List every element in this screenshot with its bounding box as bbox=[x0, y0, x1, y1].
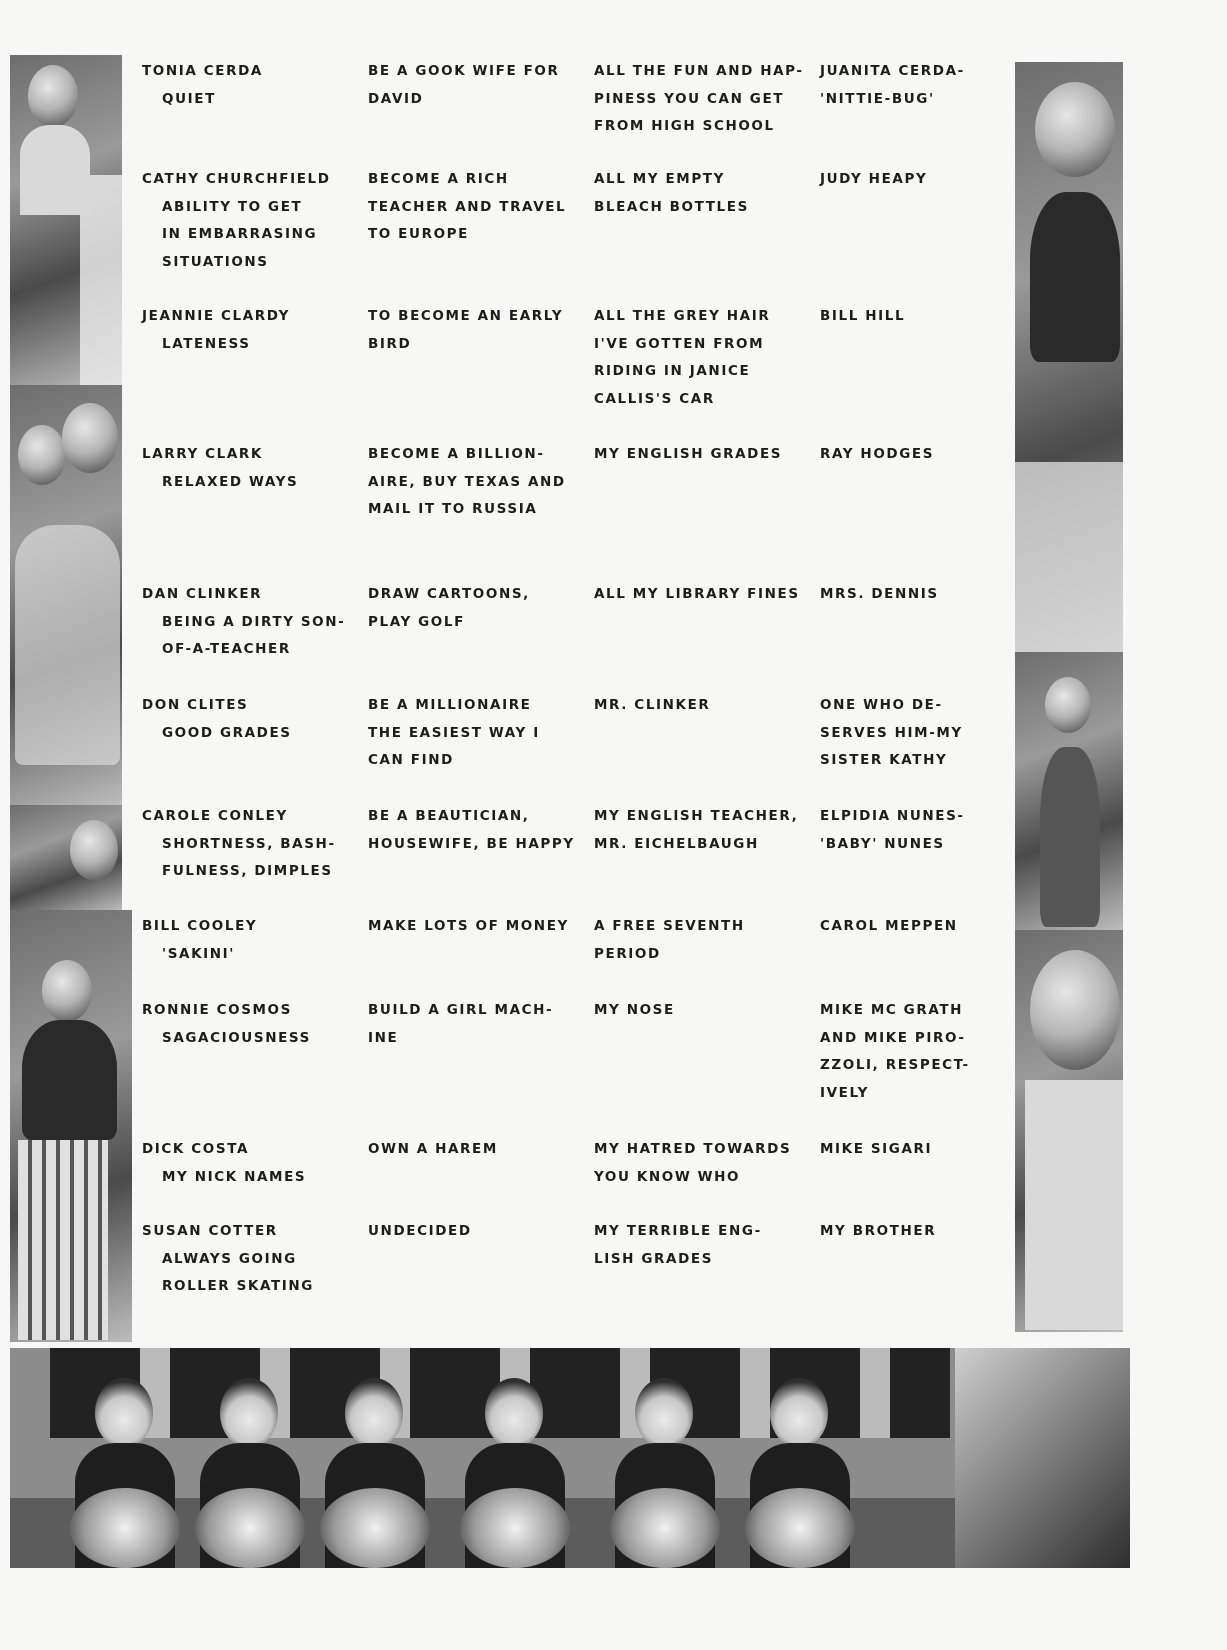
student-name-column bbox=[142, 303, 357, 358]
bequest: MR. CLINKER bbox=[594, 697, 711, 713]
student-name-column bbox=[142, 441, 357, 496]
student-name-column bbox=[142, 1218, 357, 1301]
student-trait: LATENESS bbox=[162, 335, 251, 352]
bequest: ALL THE FUN AND HAP- PINESS YOU CAN GET FROM HIGH SCHOOL bbox=[594, 63, 804, 134]
student-name: DAN CLINKER bbox=[142, 586, 263, 602]
student-trait: QUIET bbox=[162, 90, 216, 107]
bequest: MY HATRED TOWARDS YOU KNOW WHO bbox=[594, 1141, 792, 1185]
student-trait: GOOD GRADES bbox=[162, 724, 292, 741]
student-name-column bbox=[142, 166, 357, 276]
cheerleader bbox=[460, 1378, 570, 1568]
student-name: TONIA CERDA bbox=[142, 63, 263, 79]
student-name: DON CLITES bbox=[142, 697, 249, 713]
cheerleader bbox=[320, 1378, 430, 1568]
student-name-column bbox=[142, 58, 357, 113]
cheerleader bbox=[610, 1378, 720, 1568]
cheerleader bbox=[70, 1378, 180, 1568]
student-trait: SHORTNESS, BASH- FULNESS, DIMPLES bbox=[162, 835, 336, 879]
student-name-column bbox=[142, 581, 357, 664]
student-name: SUSAN COTTER bbox=[142, 1223, 278, 1239]
student-name: BILL COOLEY bbox=[142, 918, 258, 934]
student-name-column bbox=[142, 803, 357, 886]
photo-left-middle bbox=[10, 385, 122, 805]
photo-left-top bbox=[10, 55, 122, 385]
photo-right-bottom bbox=[1015, 930, 1123, 1332]
bequest: A FREE SEVENTH PERIOD bbox=[594, 918, 745, 962]
student-trait: RELAXED WAYS bbox=[162, 473, 299, 490]
ambition: UNDECIDED bbox=[368, 1223, 472, 1239]
bequest: MY ENGLISH GRADES bbox=[594, 446, 783, 462]
ambition: MAKE LOTS OF MONEY bbox=[368, 918, 569, 934]
cheerleader bbox=[195, 1378, 305, 1568]
cheerleader bbox=[745, 1378, 855, 1568]
student-name: DICK COSTA bbox=[142, 1141, 250, 1157]
student-name-column bbox=[142, 997, 357, 1052]
bequest: MY ENGLISH TEACHER, MR. EICHELBAUGH bbox=[594, 808, 799, 852]
bequest: ALL MY LIBRARY FINES bbox=[594, 586, 800, 602]
heir: MIKE MC GRATH AND MIKE PIRO- ZZOLI, RESPECT- IVELY bbox=[820, 1002, 970, 1101]
ambition: BE A BEAUTICIAN, HOUSEWIFE, BE HAPPY bbox=[368, 808, 575, 852]
ambition: DRAW CARTOONS, PLAY GOLF bbox=[368, 586, 530, 630]
ambition: TO BECOME AN EARLY BIRD bbox=[368, 308, 564, 352]
heir: JUDY HEAPY bbox=[820, 171, 928, 187]
student-name-column bbox=[142, 692, 357, 747]
bequest: MY NOSE bbox=[594, 1002, 675, 1018]
student-name-column bbox=[142, 1136, 357, 1191]
bequest: MY TERRIBLE ENG- LISH GRADES bbox=[594, 1223, 762, 1267]
heir: ONE WHO DE- SERVES HIM-MY SISTER KATHY bbox=[820, 697, 963, 768]
heir: MRS. DENNIS bbox=[820, 586, 939, 602]
photo-left-boy bbox=[10, 805, 122, 910]
heir: MIKE SIGARI bbox=[820, 1141, 933, 1157]
student-name: JEANNIE CLARDY bbox=[142, 308, 290, 324]
student-name: RONNIE COSMOS bbox=[142, 1002, 292, 1018]
photo-boy-bottom-right bbox=[955, 1348, 1130, 1568]
heir: ELPIDIA NUNES- 'BABY' NUNES bbox=[820, 808, 965, 852]
student-trait: ALWAYS GOING ROLLER SKATING bbox=[162, 1250, 314, 1294]
heir: RAY HODGES bbox=[820, 446, 935, 462]
heir: BILL HILL bbox=[820, 308, 906, 324]
ambition: BE A GOOK WIFE FOR DAVID bbox=[368, 63, 560, 107]
ambition: BECOME A RICH TEACHER AND TRAVEL TO EUROPE bbox=[368, 171, 567, 242]
student-trait: SAGACIOUSNESS bbox=[162, 1029, 311, 1046]
ambition: BE A MILLIONAIRE THE EASIEST WAY I CAN FIND bbox=[368, 697, 540, 768]
student-trait: 'SAKINI' bbox=[162, 945, 236, 962]
ambition: BUILD A GIRL MACH- INE bbox=[368, 1002, 554, 1046]
student-trait: ABILITY TO GET IN EMBARRASING SITUATIONS bbox=[162, 198, 318, 270]
bequest: ALL THE GREY HAIR I'VE GOTTEN FROM RIDING IN JANICE CALLIS'S CAR bbox=[594, 308, 771, 407]
student-trait: BEING A DIRTY SON- OF-A-TEACHER bbox=[162, 613, 346, 657]
student-name: CATHY CHURCHFIELD bbox=[142, 171, 331, 187]
student-trait: MY NICK NAMES bbox=[162, 1168, 307, 1185]
student-name: LARRY CLARK bbox=[142, 446, 263, 462]
heir: JUANITA CERDA- 'NITTIE-BUG' bbox=[820, 63, 965, 107]
photo-right-middle bbox=[1015, 652, 1123, 930]
ambition: BECOME A BILLION- AIRE, BUY TEXAS AND MAIL IT TO RUSSIA bbox=[368, 446, 566, 517]
student-name-column bbox=[142, 913, 357, 968]
student-name: CAROLE CONLEY bbox=[142, 808, 288, 824]
heir: CAROL MEPPEN bbox=[820, 918, 958, 934]
ambition: OWN A HAREM bbox=[368, 1141, 498, 1157]
bequest: ALL MY EMPTY BLEACH BOTTLES bbox=[594, 171, 749, 215]
photo-left-bottom bbox=[10, 910, 132, 1342]
photo-right-top bbox=[1015, 62, 1123, 652]
heir: MY BROTHER bbox=[820, 1223, 937, 1239]
